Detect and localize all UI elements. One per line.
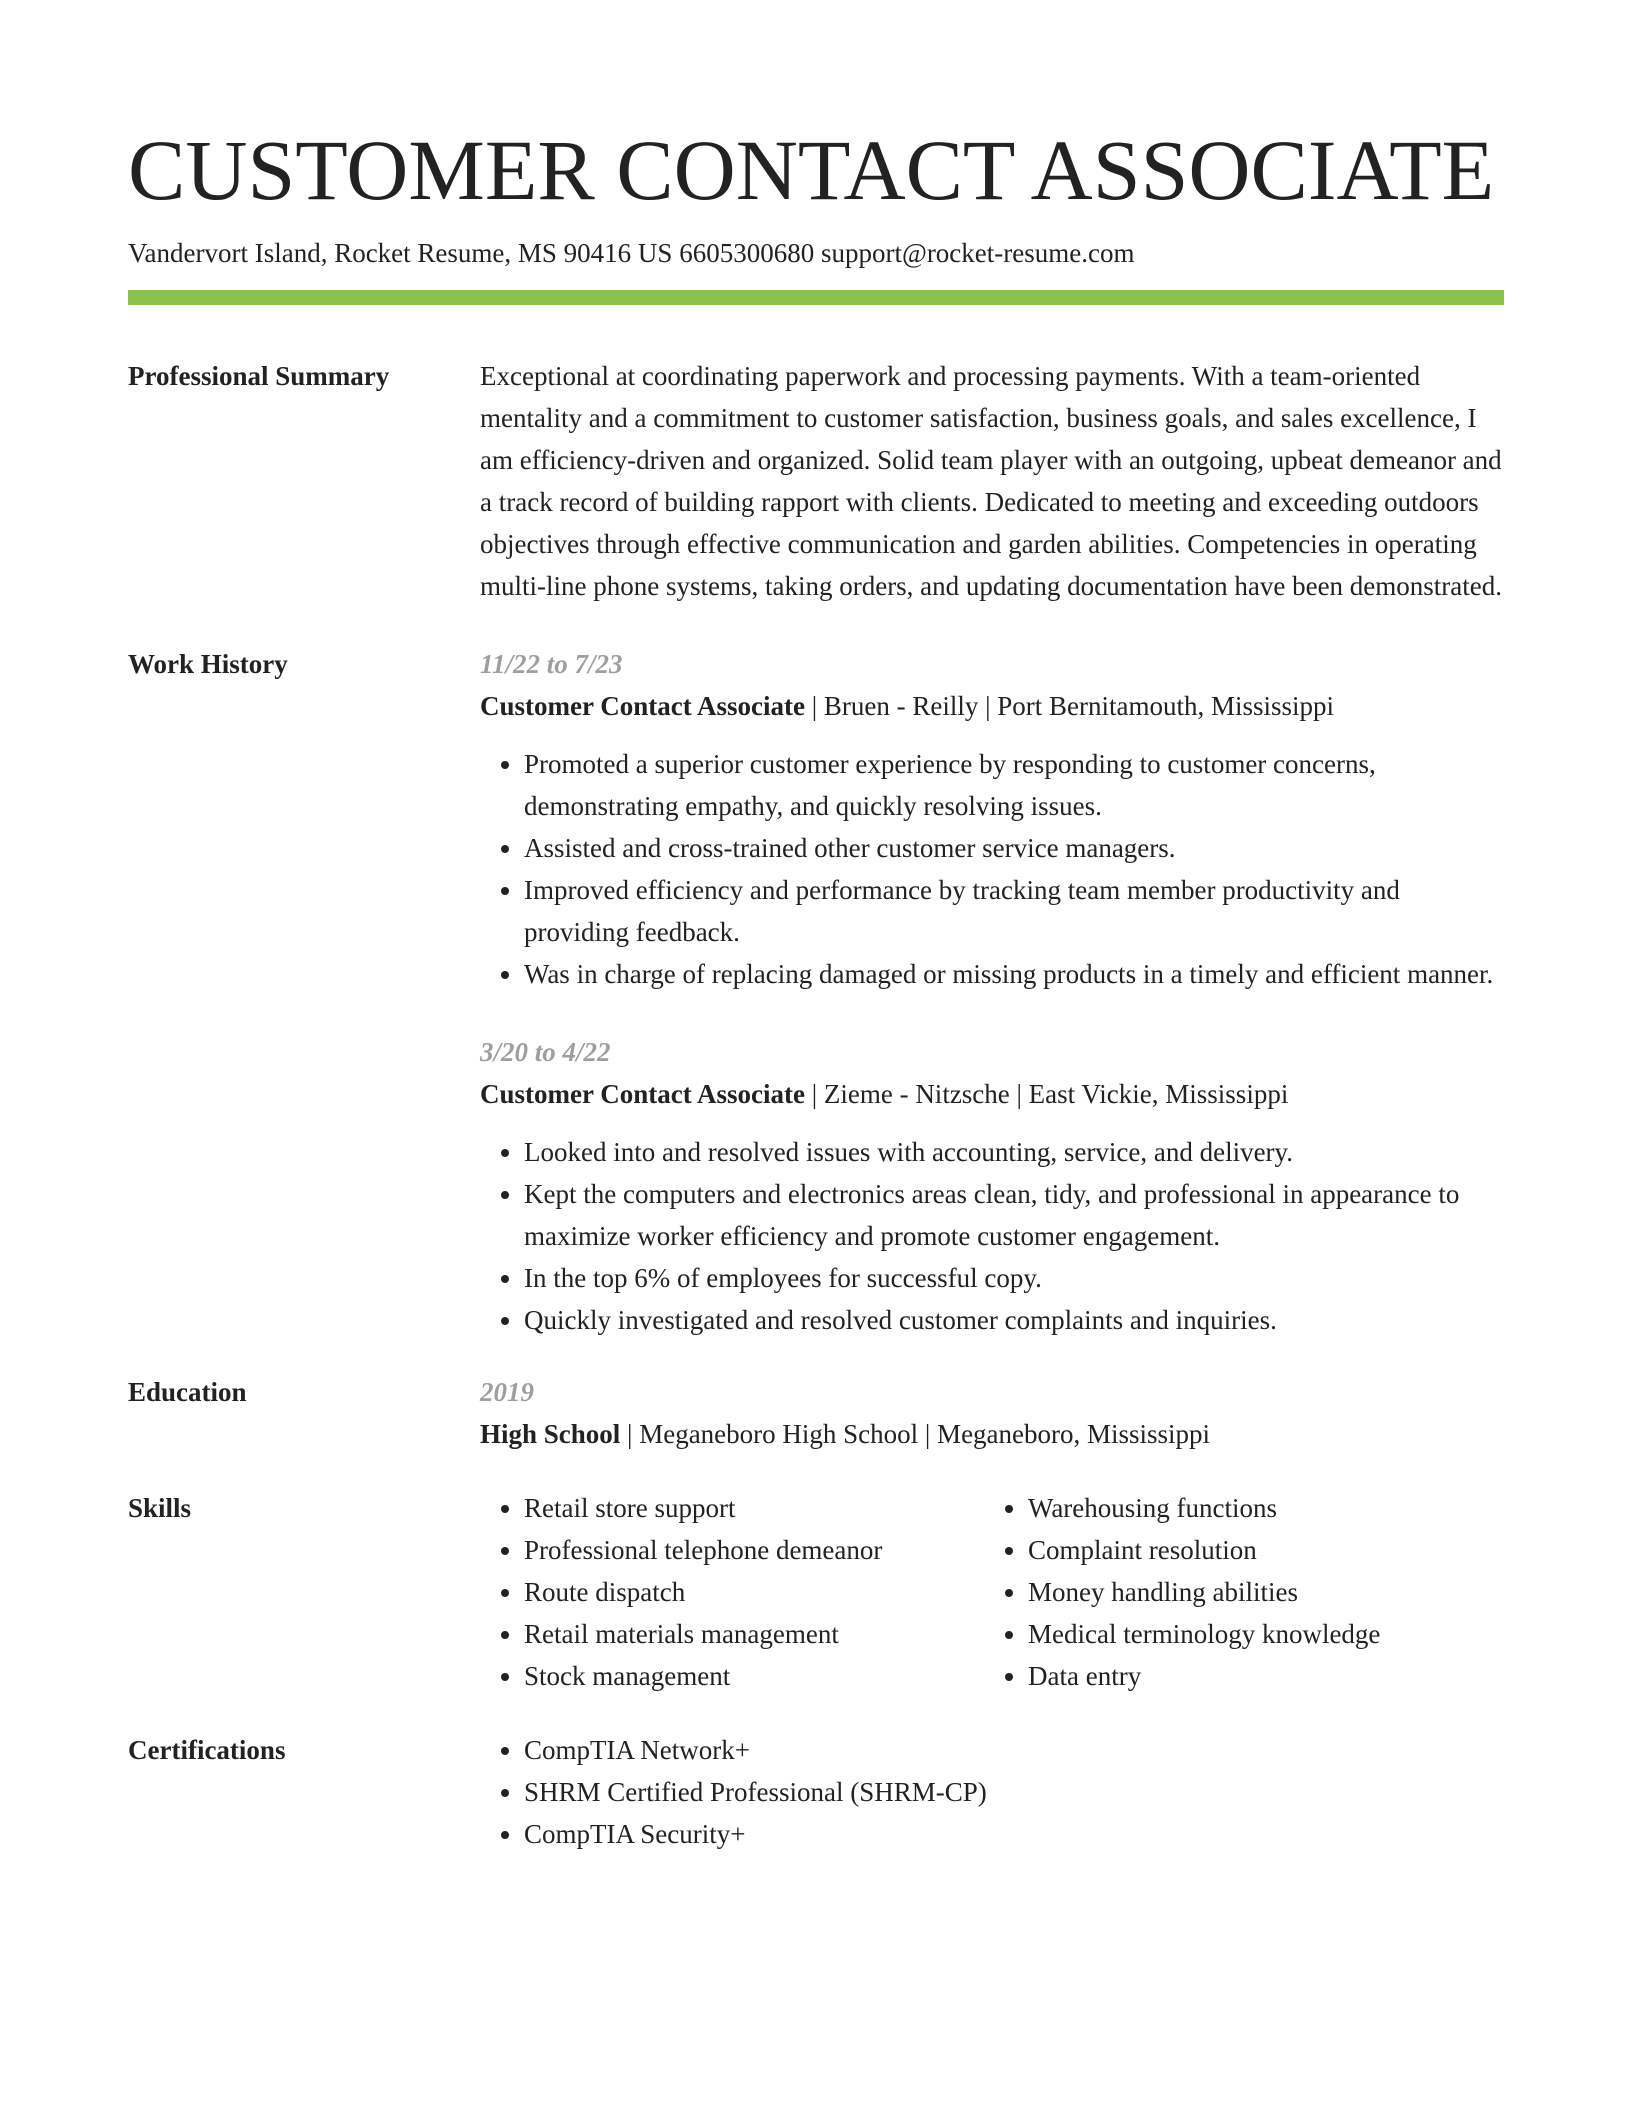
skill-item: • Money handling abilities xyxy=(1028,1571,1380,1613)
job-bullet: • Kept the computers and electronics areas clean, tidy, and professional in appearance to maximize worker efficiency and promote customer engagement. xyxy=(524,1173,1504,1257)
contact-line xyxy=(128,236,1504,270)
job-bullet: • Looked into and resolved issues with accounting, service, and delivery. xyxy=(524,1131,1504,1173)
contact-phone: 6605300680 xyxy=(679,238,815,268)
skill-item: • Retail materials management xyxy=(524,1613,984,1655)
education-heading: Education xyxy=(128,1377,247,1407)
job-bullet: • Improved efficiency and performance by tracking team member productivity and providing feedback. xyxy=(524,869,1504,953)
job-dates: 3/20 to 4/22 xyxy=(480,1037,611,1067)
skills-heading: Skills xyxy=(128,1493,192,1523)
resume-title: CUSTOMER CONTACT ASSOCIATE xyxy=(128,122,1495,218)
job-details: | Zieme - Nitzsche | East Vickie, Mississippi xyxy=(804,1079,1289,1109)
skill-item: • Data entry xyxy=(1028,1655,1380,1697)
certifications-list xyxy=(480,1729,1504,1855)
job-bullet: • Was in charge of replacing damaged or missing products in a timely and efficient manner. xyxy=(524,953,1504,995)
skill-item: • Retail store support xyxy=(524,1487,984,1529)
skill-item: • Warehousing functions xyxy=(1028,1487,1380,1529)
work-history-section xyxy=(128,643,1504,1341)
skills-column-2 xyxy=(984,1487,1380,1697)
certifications-heading: Certifications xyxy=(128,1735,286,1765)
job-role: Customer Contact Associate xyxy=(480,691,805,721)
header-divider xyxy=(128,290,1504,305)
job-title-line xyxy=(480,685,1504,727)
education-body xyxy=(480,1371,1504,1455)
work-history-heading: Work History xyxy=(128,649,288,679)
certification-item: • SHRM Certified Professional (SHRM-CP) xyxy=(524,1771,1504,1813)
education-details: | Meganeboro High School | Meganeboro, Mississippi xyxy=(620,1419,1211,1449)
job-details: | Bruen - Reilly | Port Bernitamouth, Mississippi xyxy=(804,691,1335,721)
summary-heading: Professional Summary xyxy=(128,361,390,391)
skill-item: • Complaint resolution xyxy=(1028,1529,1380,1571)
skill-item: • Professional telephone demeanor xyxy=(524,1529,984,1571)
certification-item: • CompTIA Network+ xyxy=(524,1729,1504,1771)
job-bullet: • Promoted a superior customer experience by responding to customer concerns, demonstrating empathy, and quickly resolving issues. xyxy=(524,743,1504,827)
job-role: Customer Contact Associate xyxy=(480,1079,805,1109)
skills-column-1 xyxy=(480,1487,984,1697)
work-history-body xyxy=(480,643,1504,1341)
job-bullet: • In the top 6% of employees for successful copy. xyxy=(524,1257,1504,1299)
skill-item: • Stock management xyxy=(524,1655,984,1697)
job-entry xyxy=(480,1031,1504,1341)
skills-body xyxy=(480,1487,1504,1697)
summary-section xyxy=(128,355,1504,607)
education-degree: High School xyxy=(480,1419,621,1449)
education-year: 2019 xyxy=(480,1377,534,1407)
resume-page xyxy=(128,118,1504,1855)
skills-section xyxy=(128,1487,1504,1697)
contact-email: support@rocket-resume.com xyxy=(820,238,1135,268)
certifications-section xyxy=(128,1729,1504,1855)
job-dates: 11/22 to 7/23 xyxy=(480,649,623,679)
certifications-body xyxy=(480,1729,1504,1855)
job-bullets xyxy=(480,743,1504,995)
contact-address: Vandervort Island, Rocket Resume, MS 90416 US xyxy=(128,238,673,268)
summary-text: Exceptional at coordinating paperwork and processing payments. With a team-oriented mentality and a commitment to customer satisfaction, business goals, and sales excellence, I am efficiency-driven and organized. Solid team player with an outgoing, upbeat demeanor and a track record of building rapport with clients. Dedicated to meeting and exceeding outdoors objectives through effective communication and garden abilities. Competencies in operating multi-line phone systems, taking orders, and updating documentation have been demonstrated. xyxy=(480,361,1503,601)
education-section xyxy=(128,1371,1504,1455)
education-line xyxy=(480,1413,1504,1455)
job-bullet: • Assisted and cross-trained other customer service managers. xyxy=(524,827,1504,869)
job-title-line xyxy=(480,1073,1504,1115)
job-entry xyxy=(480,643,1504,995)
skill-item: • Medical terminology knowledge xyxy=(1028,1613,1380,1655)
certification-item: • CompTIA Security+ xyxy=(524,1813,1504,1855)
summary-body xyxy=(480,355,1504,607)
skill-item: • Route dispatch xyxy=(524,1571,984,1613)
job-bullet: • Quickly investigated and resolved customer complaints and inquiries. xyxy=(524,1299,1504,1341)
job-bullets xyxy=(480,1131,1504,1341)
